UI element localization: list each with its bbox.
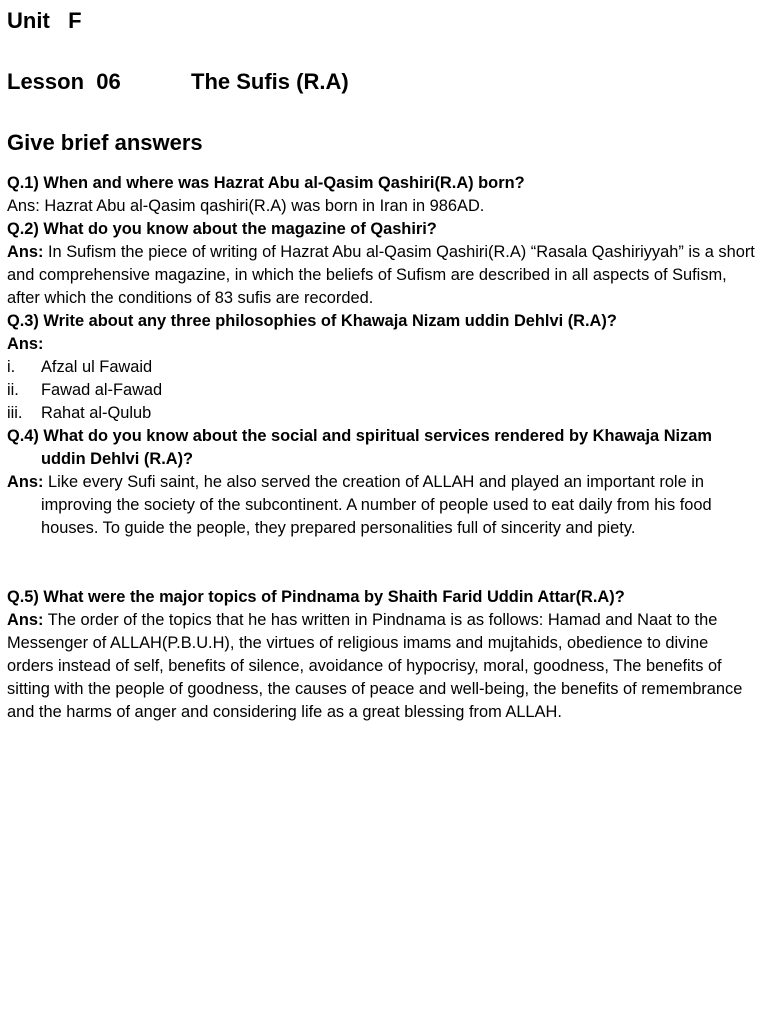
lesson-number: Lesson 06 xyxy=(7,69,121,94)
question-5: Q.5) What were the major topics of Pindnama by Shaith Farid Uddin Attar(R.A)? xyxy=(7,588,625,606)
section-heading: Give brief answers xyxy=(7,130,203,155)
answer-3-item-1 xyxy=(7,356,759,379)
answer-3-item-2 xyxy=(7,379,759,402)
question-3: Q.3) Write about any three philosophies of Khawaja Nizam uddin Dehlvi (R.A)? xyxy=(7,312,617,330)
list-text: Fawad al-Fawad xyxy=(41,381,163,399)
answer-3-label: Ans: xyxy=(7,335,44,353)
list-text: Rahat al-Qulub xyxy=(41,404,152,422)
answer-1: Ans: Hazrat Abu al-Qasim qashiri(R.A) was born in Iran in 986AD. xyxy=(7,197,485,215)
answer-5-label: Ans: xyxy=(7,611,44,629)
blank-spacer xyxy=(7,540,759,586)
list-number: ii. xyxy=(7,381,19,399)
answer-5-text: The order of the topics that he has written in Pindnama is as follows: Hamad and Naat to the Messenger of ALLAH(P.B.U.H), the virtues of religious imams and mujtahids, obedience to divine orders instead of self, benefits of silence, avoidance of hypocrisy, moral, goodness, The benefits of sitting with the people of goodness, the causes of peace and well-being, the benefits of remembrance and the harms of anger and considering life as a great blessing from ALLAH. xyxy=(7,611,743,721)
lesson-title: The Sufis (R.A) xyxy=(191,69,349,94)
unit-title: Unit F xyxy=(7,8,82,33)
answer-2-label: Ans: xyxy=(7,243,44,261)
answer-2 xyxy=(7,241,759,310)
answer-5 xyxy=(7,609,759,724)
question-answer-list xyxy=(7,172,759,724)
answer-2-text: In Sufism the piece of writing of Hazrat Abu al-Qasim Qashiri(R.A) “Rasala Qashiriyyah” is a short and comprehensive magazine, in which the beliefs of Sufism are described in all aspects of Sufism, after which the conditions of 83 sufis are recorded. xyxy=(7,243,755,307)
question-2: Q.2) What do you know about the magazine of Qashiri? xyxy=(7,220,437,238)
question-1: Q.1) When and where was Hazrat Abu al-Qasim Qashiri(R.A) born? xyxy=(7,174,525,192)
answer-4-text: Like every Sufi saint, he also served the creation of ALLAH and played an important role in improving the society of the subcontinent. A number of people used to eat daily from his food houses. To guide the people, they prepared personalities full of sincerity and piety. xyxy=(41,473,712,537)
answer-4 xyxy=(7,471,759,540)
list-number: i. xyxy=(7,358,16,376)
list-number: iii. xyxy=(7,404,23,422)
question-4: Q.4) What do you know about the social and spiritual services rendered by Khawaja Nizam uddin Dehlvi (R.A)? xyxy=(7,427,712,468)
answer-4-label: Ans: xyxy=(7,473,44,491)
answer-3-item-3 xyxy=(7,402,759,425)
list-text: Afzal ul Fawaid xyxy=(41,358,153,376)
